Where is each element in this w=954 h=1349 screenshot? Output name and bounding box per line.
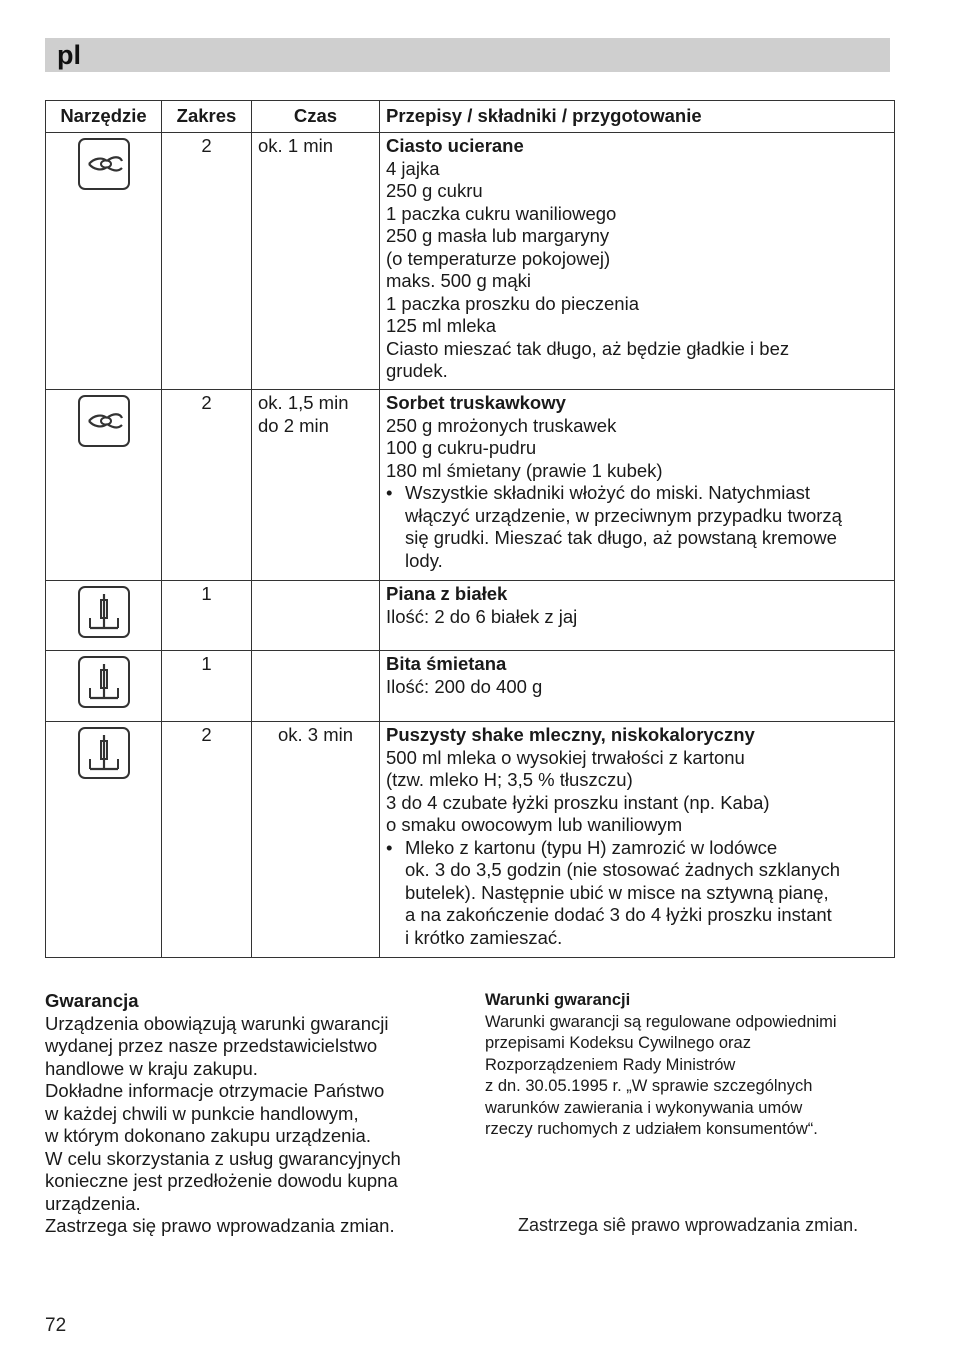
time-cell [252, 581, 380, 651]
header-tool: Narzędzie [46, 101, 162, 133]
tool-cell [46, 581, 162, 651]
ingredient-line: 3 do 4 czubate łyżki proszku instant (np. Kaba) [386, 791, 770, 813]
paragraph-line: Warunki gwarancji są regulowane odpowiednimi [485, 1012, 837, 1031]
ingredient-line: 250 g mrożonych truskawek [386, 414, 617, 436]
ingredient-line: 100 g cukru-pudru [386, 437, 537, 458]
paragraph-line: W celu skorzystania z usług gwarancyjnych [45, 1147, 401, 1169]
paragraph-line: rzeczy ruchomych z udziałem konsumentów“. [485, 1120, 818, 1138]
ingredient-line: 1 paczka proszku do pieczenia [386, 292, 639, 314]
ingredient-line: 500 ml mleka o wysokiej trwałości z kartonu [386, 746, 745, 768]
table-row [46, 722, 895, 958]
whisk-disc-icon [78, 727, 130, 779]
paragraph-line: Zastrzega się prawo wprowadzania zmian. [45, 1215, 395, 1236]
ingredient-line: Ilość: 200 do 400 g [386, 675, 543, 697]
recipe-table [45, 100, 895, 958]
paragraph-line: w każdej chwili w punkcie handlowym, [45, 1102, 359, 1124]
language-code: pl [57, 40, 81, 70]
ingredient-line: 4 jajka [386, 157, 440, 179]
speed-cell: 2 [162, 722, 252, 958]
paragraph-line: urządzenia. [45, 1192, 141, 1214]
header-recipe: Przepisy / składniki / przygotowanie [380, 101, 895, 133]
bullet-dot-icon: • [386, 836, 393, 858]
whisk-disc-icon [78, 586, 130, 638]
warranty-title: Gwarancja [45, 990, 139, 1011]
bullet-text [405, 837, 888, 950]
ingredient-line: grudek. [386, 360, 448, 381]
warranty-text [45, 1013, 465, 1238]
bullet-line: i krótko zamieszać. [405, 926, 563, 948]
recipe-cell [380, 651, 895, 722]
bullet-line: Mleko z kartonu (typu H) zamrozić w lodówce [405, 836, 778, 858]
tool-cell [46, 390, 162, 581]
warranty-section [45, 990, 465, 1238]
ingredient-line: 180 ml śmietany (prawie 1 kubek) [386, 459, 663, 481]
time-cell [252, 390, 380, 581]
header-time: Czas [252, 101, 380, 133]
bullet-line: butelek). Następnie ubić w misce na sztywną pianę, [405, 881, 829, 903]
warranty-conditions-text [485, 1012, 895, 1141]
recipe-cell [380, 133, 895, 390]
warranty-conditions-section [485, 990, 895, 1141]
reserved-rights-note: Zastrzega siê prawo wprowadzania zmian. [518, 1215, 859, 1235]
paragraph-line: z dn. 30.05.1995 r. „W sprawie szczególnych [485, 1077, 813, 1095]
paragraph-line: w którym dokonano zakupu urządzenia. [45, 1125, 371, 1146]
paragraph-line: warunków zawierania i wykonywania umów [485, 1098, 803, 1117]
recipe-title: Piana z białek [386, 583, 508, 604]
ingredient-line: 250 g masła lub margaryny [386, 225, 610, 246]
speed-cell: 2 [162, 133, 252, 390]
table-row [46, 133, 895, 390]
tool-cell [46, 651, 162, 722]
whisk-disc-icon [78, 656, 130, 708]
ingredient-line: Ciasto mieszać tak długo, aż będzie gładkie i bez [386, 337, 790, 359]
instruction-bullet [386, 482, 888, 572]
ingredient-line: maks. 500 g mąki [386, 270, 531, 291]
ingredient-line: 125 ml mleka [386, 315, 497, 336]
time-line: ok. 3 min [277, 724, 354, 745]
speed-cell: 2 [162, 390, 252, 581]
time-cell [252, 133, 380, 390]
tool-cell [46, 722, 162, 958]
time-cell [252, 651, 380, 722]
tool-cell [46, 133, 162, 390]
bullet-line: lody. [405, 549, 443, 571]
recipe-cell [380, 390, 895, 581]
recipe-title: Ciasto ucierane [386, 135, 524, 156]
instruction-bullet [386, 837, 888, 950]
time-line: do 2 min [258, 414, 329, 436]
bullet-line: ok. 3 do 3,5 godzin (nie stosować żadnych szklanych [405, 859, 840, 880]
paragraph-line: wydanej przez nasze przedstawicielstwo [45, 1035, 378, 1056]
recipe-cell [380, 722, 895, 958]
time-line: ok. 1,5 min [258, 392, 349, 413]
paragraph-line: konieczne jest przedłożenie dowodu kupna [45, 1170, 398, 1191]
table-row [46, 581, 895, 651]
bullet-dot-icon: • [386, 482, 393, 503]
chopping-blade-icon [78, 395, 130, 447]
paragraph-line: przepisami Kodeksu Cywilnego oraz [485, 1034, 751, 1052]
paragraph-line: Urządzenia obowiązują warunki gwarancji [45, 1012, 389, 1034]
table-row [46, 651, 895, 722]
recipe-title: Bita śmietana [386, 653, 507, 674]
chopping-blade-icon [78, 138, 130, 190]
header-speed: Zakres [162, 101, 252, 133]
ingredient-line: o smaku owocowym lub waniliowym [386, 814, 683, 835]
warranty-conditions-title: Warunki gwarancji [485, 991, 631, 1009]
ingredient-line: 250 g cukru [386, 180, 483, 201]
paragraph-line: handlowe w kraju zakupu. [45, 1057, 258, 1079]
bullet-text [405, 482, 888, 572]
bullet-line: się grudki. Mieszać tak długo, aż powstaną kremowe [405, 527, 837, 548]
table-header-row [46, 101, 895, 133]
ingredient-line: 1 paczka cukru waniliowego [386, 202, 617, 224]
bullet-line: włączyć urządzenie, w przeciwnym przypadku tworzą [405, 504, 842, 526]
paragraph-line: Dokładne informacje otrzymacie Państwo [45, 1080, 385, 1101]
time-cell [252, 722, 380, 958]
ingredient-line: (tzw. mleko H; 3,5 % tłuszczu) [386, 769, 633, 790]
ingredient-line: (o temperaturze pokojowej) [386, 247, 611, 269]
time-line: ok. 1 min [258, 135, 334, 156]
recipe-cell [380, 581, 895, 651]
bullet-line: Wszystkie składniki włożyć do miski. Natychmiast [405, 482, 811, 503]
page-number: 72 [45, 1315, 67, 1336]
paragraph-line: Rozporządzeniem Rady Ministrów [485, 1055, 736, 1074]
speed-cell: 1 [162, 651, 252, 722]
speed-cell: 1 [162, 581, 252, 651]
recipe-title: Puszysty shake mleczny, niskokaloryczny [386, 724, 755, 745]
ingredient-line: Ilość: 2 do 6 białek z jaj [386, 605, 578, 627]
language-header-bar [45, 38, 890, 72]
recipe-title: Sorbet truskawkowy [386, 392, 566, 413]
bullet-line: a na zakończenie dodać 3 do 4 łyżki proszku instant [405, 904, 832, 925]
table-row [46, 390, 895, 581]
